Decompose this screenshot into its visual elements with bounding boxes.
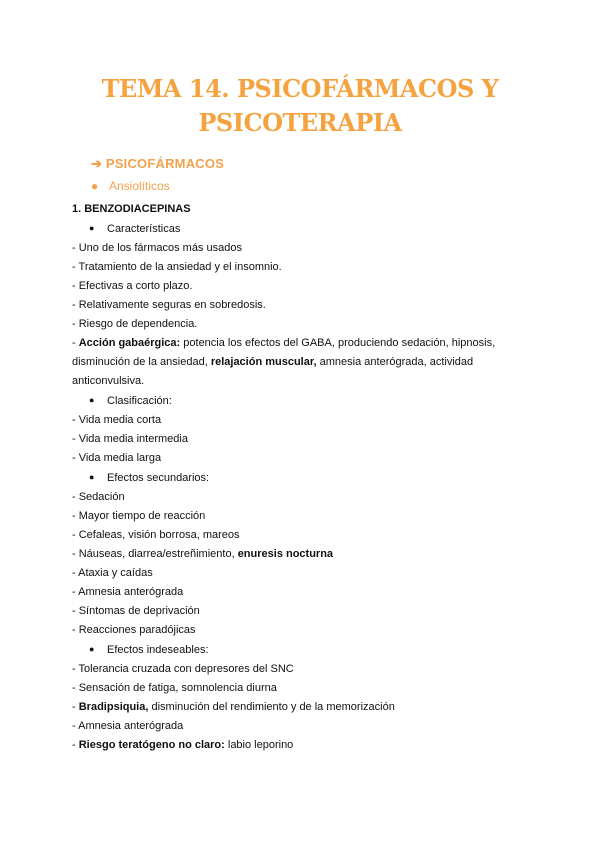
list-item: - Amnesia anterógrada — [72, 720, 184, 732]
heading-benzodiacepinas: 1. BENZODIACEPINAS — [72, 203, 191, 215]
bullet-label: Efectos indeseables: — [107, 644, 209, 656]
bullet-label: Clasificación: — [107, 395, 172, 407]
list-item-nauseas — [72, 545, 532, 564]
bullet-caracteristicas — [72, 219, 532, 239]
bradi-text: disminución del rendimiento y de la memorización — [148, 701, 395, 713]
accion-bold: Acción gabaérgica: — [78, 337, 181, 349]
list-item: - Vida media intermedia — [72, 433, 188, 445]
accion-prefix: - — [72, 337, 79, 349]
nauseas-bold: enuresis nocturna — [237, 548, 334, 560]
list-item: - Uno de los fármacos más usados — [72, 242, 242, 254]
list-item-bradipsiquia — [72, 698, 532, 717]
bradi-bold: Bradipsiquia, — [78, 701, 149, 713]
page-title — [0, 72, 600, 140]
list-item: - Sensación de fatiga, somnolencia diurna — [72, 682, 277, 694]
bullet-indeseables — [72, 640, 532, 660]
title-line-1: TEMA 14. PSICOFÁRMACOS Y — [101, 74, 499, 103]
riesgo-text: labio leporino — [224, 739, 294, 751]
nauseas-text: - Náuseas, diarrea/estreñimiento, — [72, 548, 238, 560]
riesgo-bold: Riesgo teratógeno no claro: — [78, 739, 225, 751]
list-item: - Amnesia anterógrada — [72, 586, 184, 598]
subsection-label: Ansiolíticos — [109, 179, 170, 193]
list-item: - Ataxia y caídas — [72, 567, 153, 579]
accion-line-1 — [72, 334, 532, 353]
bullet-icon: ● — [89, 472, 95, 482]
list-item: - Tratamiento de la ansiedad y el insomnio. — [72, 261, 282, 273]
bradi-prefix: - — [72, 701, 79, 713]
bullet-icon: ● — [89, 395, 95, 405]
list-item: - Vida media larga — [72, 452, 162, 464]
accion-line-3: anticonvulsiva. — [72, 375, 145, 387]
list-item: - Mayor tiempo de reacción — [72, 510, 206, 522]
subsection-heading — [91, 179, 170, 193]
list-item: - Tolerancia cruzada con depresores del SNC — [72, 663, 294, 675]
bullet-icon: ● — [89, 644, 95, 654]
bullet-label: Características — [107, 223, 181, 235]
document-body — [72, 200, 532, 755]
accion-text-2: disminución de la ansiedad, — [72, 356, 211, 368]
bullet-clasificacion — [72, 391, 532, 411]
list-item: - Cefaleas, visión borrosa, mareos — [72, 529, 240, 541]
bullet-secundarios — [72, 468, 532, 488]
section-heading — [91, 156, 224, 172]
list-item: - Vida media corta — [72, 414, 162, 426]
bullet-icon: ● — [91, 179, 99, 193]
list-item: - Efectivas a corto plazo. — [72, 280, 193, 292]
list-item: - Síntomas de deprivación — [72, 605, 200, 617]
section-label: PSICOFÁRMACOS — [105, 156, 225, 171]
accion-text-1: potencia los efectos del GABA, produciendo sedación, hipnosis, — [180, 337, 496, 349]
arrow-icon: ➔ — [91, 156, 103, 171]
list-item: - Riesgo de dependencia. — [72, 318, 198, 330]
list-item: - Relativamente seguras en sobredosis. — [72, 299, 266, 311]
bullet-icon: ● — [89, 223, 95, 233]
riesgo-prefix: - — [72, 739, 79, 751]
list-item: - Sedación — [72, 491, 125, 503]
list-item: - Reacciones paradójicas — [72, 624, 196, 636]
accion-text-3: amnesia anterógrada, actividad — [316, 356, 474, 368]
bullet-label: Efectos secundarios: — [107, 472, 210, 484]
accion-bold-2: relajación muscular, — [210, 356, 317, 368]
accion-line-2 — [72, 353, 532, 372]
list-item-riesgo — [72, 736, 532, 755]
title-line-2: PSICOTERAPIA — [198, 108, 402, 137]
